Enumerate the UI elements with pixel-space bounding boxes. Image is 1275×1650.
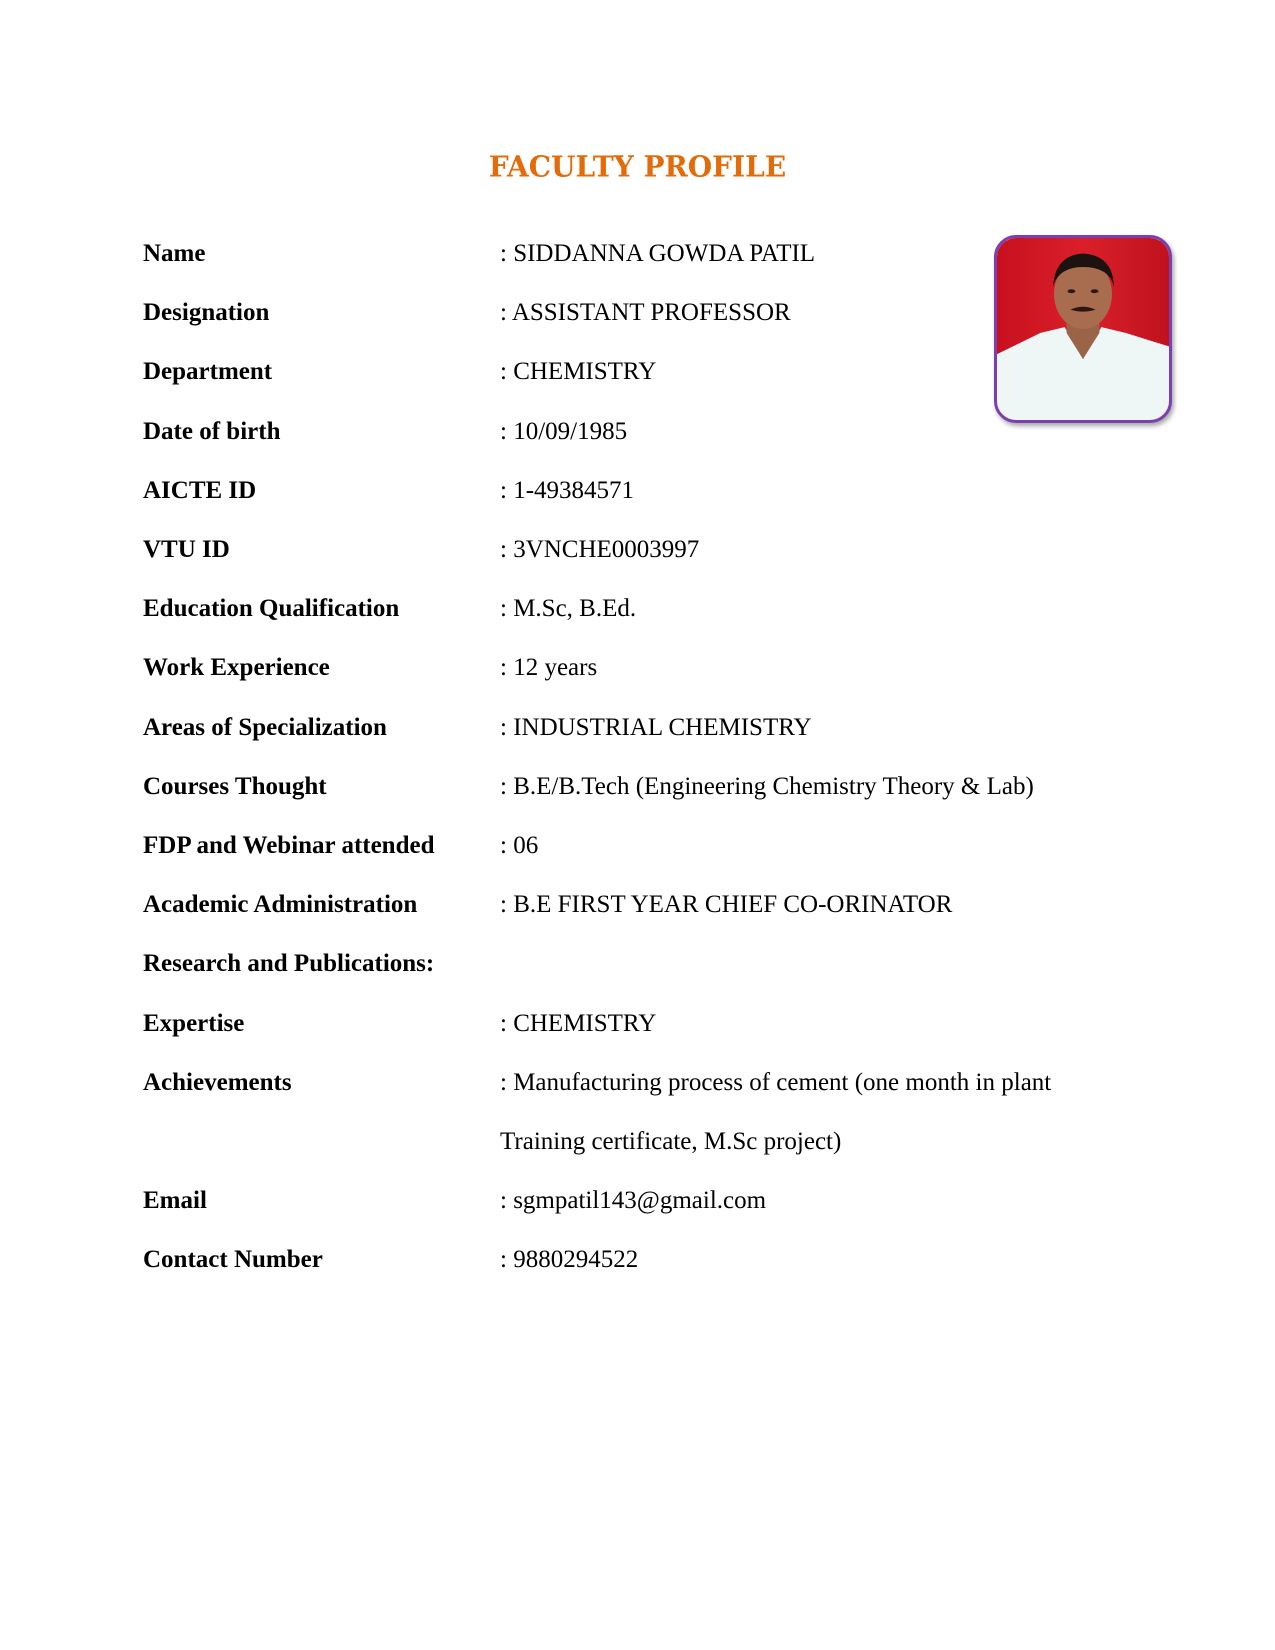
field-value: : B.E/B.Tech (Engineering Chemistry Theory & Lab) [500,772,1034,800]
field-label: Date of birth [143,417,281,445]
field-value: : 06 [500,832,539,859]
field-label: Academic Administration [143,891,418,919]
field-value: : INDUSTRIAL CHEMISTRY [500,713,812,741]
field-label: AICTE ID [143,476,257,504]
profile-row [143,648,1143,688]
profile-row [143,234,1143,274]
field-value: : SIDDANNA GOWDA PATIL [500,240,816,267]
field-label: Achievements [143,1068,292,1096]
field-label: Name [143,240,206,267]
field-value: : 10/09/1985 [500,417,628,445]
field-value: Training certificate, M.Sc project) [500,1128,842,1155]
email-value: : sgmpatil143@gmail.com [500,1187,767,1215]
field-value: : CHEMISTRY [500,358,657,386]
profile-row [143,589,1143,629]
field-value: : ASSISTANT PROFESSOR [500,299,791,327]
field-label: FDP and Webinar attended [143,832,435,859]
field-label: VTU ID [143,536,230,563]
field-label: Email [143,1187,207,1215]
profile-row [143,885,1143,925]
field-value: : M.Sc, B.Ed. [500,595,637,623]
profile-row [143,1240,1143,1280]
profile-row [143,412,1143,452]
field-label: Designation [143,299,270,327]
field-value: : 3VNCHE0003997 [500,536,700,563]
profile-row [143,1063,1143,1103]
field-label: Expertise [143,1009,245,1037]
profile-row [143,1004,1143,1044]
field-value: : 9880294522 [500,1246,639,1274]
profile-row [143,708,1143,748]
field-label: Areas of Specialization [143,713,387,741]
field-value: : 1-49384571 [500,476,635,504]
profile-row [143,530,1143,570]
profile-row [143,293,1143,333]
field-value: : B.E FIRST YEAR CHIEF CO-ORINATOR [500,891,953,919]
field-label: Education Qualification [143,595,400,623]
field-label: Courses Thought [143,772,327,800]
field-label: Work Experience [143,654,330,682]
profile-row [143,471,1143,511]
field-label: Department [143,358,273,386]
profile-row [143,1122,1143,1162]
field-value: : CHEMISTRY [500,1009,657,1037]
profile-row [143,826,1143,866]
field-label: Research and Publications: [143,950,435,978]
field-value: : 12 years [500,654,598,682]
field-label: Contact Number [143,1246,323,1274]
profile-row [143,1181,1143,1221]
page-title: FACULTY PROFILE [488,149,787,184]
field-value: : Manufacturing process of cement (one month in plant [500,1068,1052,1096]
profile-row [143,767,1143,807]
profile-row [143,352,1143,392]
profile-row [143,944,1143,984]
